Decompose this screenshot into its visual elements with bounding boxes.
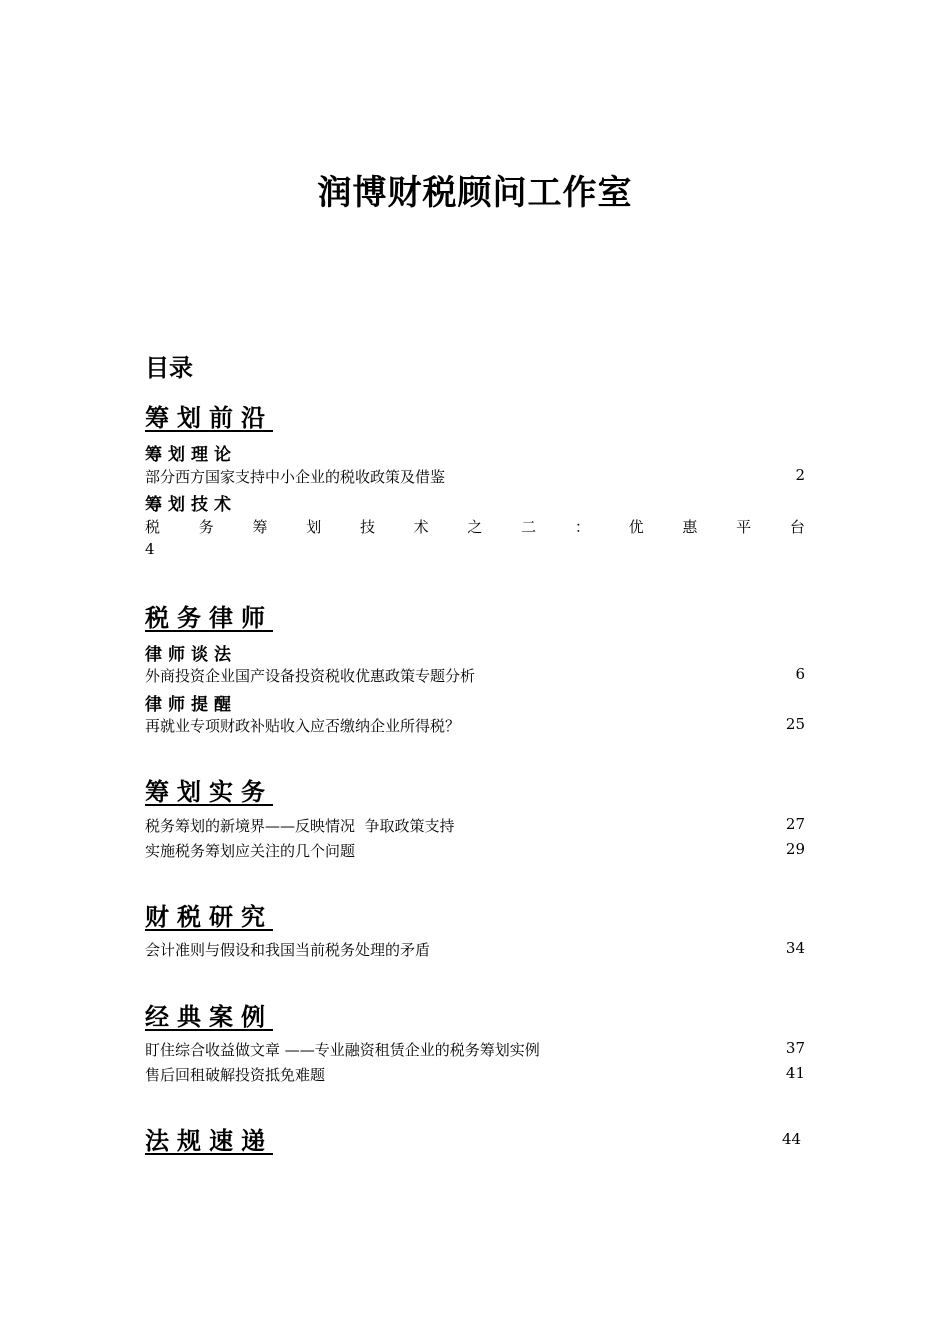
toc-entry-title: 部分西方国家支持中小企业的税收政策及借鉴 xyxy=(145,468,446,486)
toc-char: 筹 xyxy=(252,518,268,536)
section-heading-4: 财税研究 xyxy=(145,903,273,931)
toc-char: 平 xyxy=(736,518,752,536)
toc-entry-title: 税务筹划的新境界——反映情况 争取政策支持 xyxy=(145,817,455,835)
toc-char: ： xyxy=(574,518,590,536)
toc-entry xyxy=(145,715,805,736)
toc-entry-title: 盯住综合收益做文章 ——专业融资租赁企业的税务筹划实例 xyxy=(145,1041,540,1059)
toc-entry-page: 37 xyxy=(785,1039,805,1057)
section-heading-1: 筹划前沿 xyxy=(145,404,273,432)
toc-entry-page: 25 xyxy=(785,715,805,733)
toc-char: 台 xyxy=(789,518,805,536)
subsection-heading: 律师提醒 xyxy=(145,695,237,715)
toc-entry xyxy=(145,466,805,487)
subsection-heading: 律师谈法 xyxy=(145,645,237,665)
toc-entry-title: 售后回租破解投资抵免难题 xyxy=(145,1066,326,1084)
toc-entry xyxy=(145,939,805,960)
toc-entry-title: 外商投资企业国产设备投资税收优惠政策专题分析 xyxy=(145,667,476,685)
toc-entry-page: 6 xyxy=(795,665,805,683)
toc-entry-page: 27 xyxy=(785,815,805,833)
toc-heading: 目录 xyxy=(145,354,193,382)
toc-char: 之 xyxy=(467,518,483,536)
toc-entry xyxy=(145,1039,805,1060)
toc-entry xyxy=(145,665,805,686)
toc-char: 务 xyxy=(198,518,214,536)
section-heading-3: 筹划实务 xyxy=(145,778,273,806)
toc-char: 二 xyxy=(521,518,537,536)
section-heading-6: 法规速递 xyxy=(145,1127,273,1155)
toc-entry xyxy=(145,815,805,836)
section-heading-2: 税务律师 xyxy=(145,604,273,632)
toc-entry-page: 34 xyxy=(785,939,805,957)
toc-entry-page: 2 xyxy=(795,466,805,484)
toc-entry-title: 再就业专项财政补贴收入应否缴纳企业所得税？ xyxy=(145,717,461,735)
toc-char: 技 xyxy=(359,518,375,536)
toc-char: 划 xyxy=(306,518,322,536)
document-title: 润博财税顾问工作室 xyxy=(317,173,633,213)
toc-entry-title: 会计准则与假设和我国当前税务处理的矛盾 xyxy=(145,941,431,959)
subsection-heading: 筹划技术 xyxy=(145,495,237,515)
toc-entry-title: 实施税务筹划应关注的几个问题 xyxy=(145,842,356,860)
toc-char: 术 xyxy=(413,518,429,536)
toc-entry xyxy=(145,840,805,861)
toc-char: 惠 xyxy=(682,518,698,536)
subsection-heading: 筹划理论 xyxy=(145,445,237,465)
toc-entry-page: 44 xyxy=(782,1130,802,1148)
toc-entry-page: 41 xyxy=(785,1064,805,1082)
toc-entry xyxy=(145,1064,805,1085)
toc-entry-page: 29 xyxy=(785,840,805,858)
toc-entry-page: 4 xyxy=(145,540,155,558)
toc-entry-justified xyxy=(145,516,805,537)
section-heading-5: 经典案例 xyxy=(145,1003,273,1031)
toc-char: 税 xyxy=(145,518,161,536)
toc-char: 优 xyxy=(628,518,644,536)
